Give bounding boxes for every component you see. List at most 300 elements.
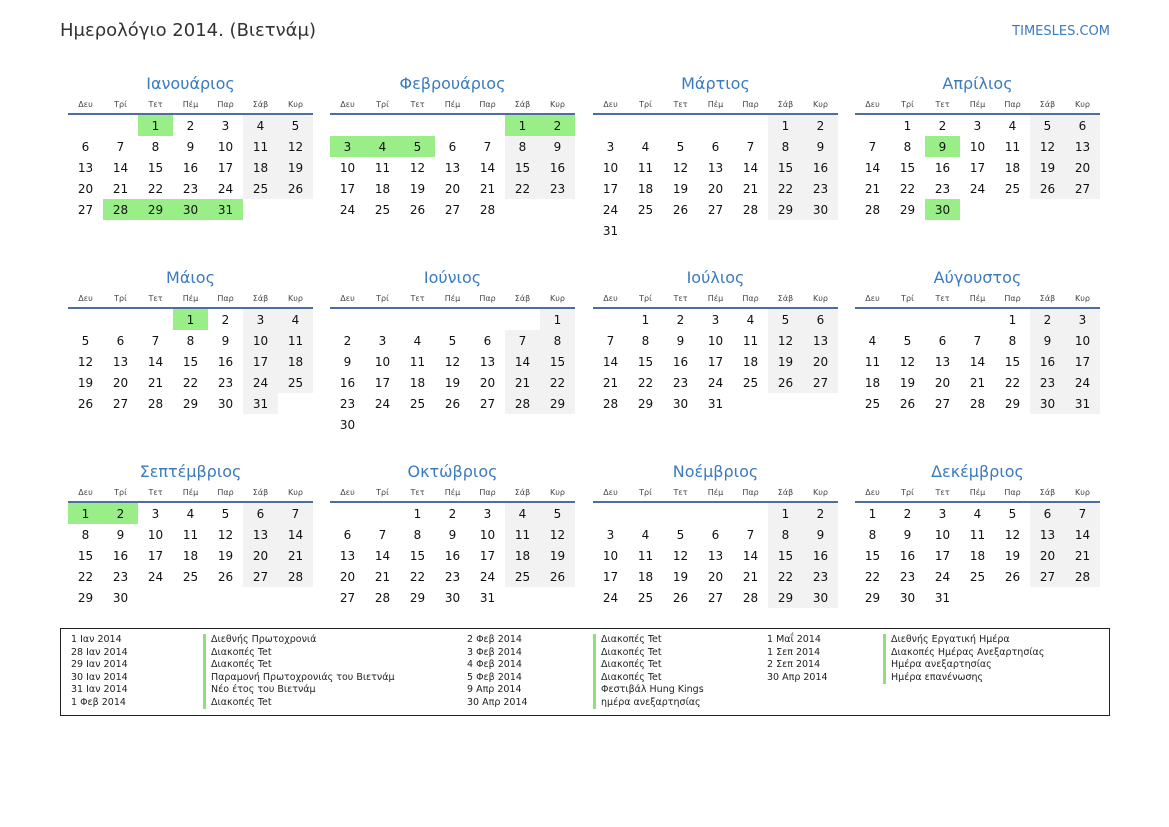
day-cell: 4 [413, 333, 422, 348]
empty-cell [768, 220, 803, 241]
day-cell: 13 [444, 160, 461, 175]
holiday-date: 30 Απρ 2014 [467, 696, 528, 708]
day-cell: 25 [374, 202, 391, 217]
day-cell: 14 [479, 160, 496, 175]
day-cell: 23 [672, 375, 689, 390]
day-cell: 25 [278, 372, 313, 393]
holiday-date: 31 Ιαν 2014 [71, 684, 128, 695]
holiday-name: Διακοπές Tet [203, 697, 395, 710]
weekday-header: Σάβ [505, 483, 540, 502]
day-cell: 18 [1004, 160, 1021, 175]
day-cell: 9 [221, 333, 230, 348]
day-cell: 21 [864, 181, 881, 196]
day-cell: 8 [1008, 333, 1017, 348]
day-cell: 7 [116, 139, 125, 154]
day-cell: 26 [444, 396, 461, 411]
day-cell: 3 [711, 312, 720, 327]
day-cell: 5 [400, 136, 435, 157]
month-name: Αύγουστος [933, 268, 1022, 287]
day-cell: 15 [1004, 354, 1021, 369]
day-cell: 11 [1004, 139, 1021, 154]
day-cell: 31 [1065, 393, 1100, 414]
day-cell: 22 [899, 181, 916, 196]
day-cell: 16 [803, 157, 838, 178]
day-cell: 23 [182, 181, 199, 196]
day-cell: 3 [606, 139, 615, 154]
day-cell: 15 [768, 545, 803, 566]
empty-cell [855, 308, 890, 330]
empty-cell [1065, 587, 1100, 608]
day-cell: 15 [505, 157, 540, 178]
day-cell: 5 [448, 333, 457, 348]
day-cell: 30 [444, 590, 461, 605]
day-cell: 4 [1008, 118, 1017, 133]
holiday-name: Παραμονή Πρωτοχρονιάς του Βιετνάμ [203, 672, 395, 685]
weekday-header: Παρ [995, 95, 1030, 114]
day-cell: 28 [103, 199, 138, 220]
day-cell: 18 [637, 181, 654, 196]
day-cell: 27 [77, 202, 94, 217]
day-cell: 16 [934, 160, 951, 175]
day-cell: 15 [77, 548, 94, 563]
day-cell: 6 [938, 333, 947, 348]
empty-cell [138, 308, 173, 330]
day-cell: 21 [374, 569, 391, 584]
weekday-header: Πέμ [173, 95, 208, 114]
day-cell: 31 [707, 396, 724, 411]
day-cell: 14 [374, 548, 391, 563]
month-name: Ιανουάριος [146, 74, 235, 93]
day-cell: 3 [483, 506, 492, 521]
day-cell: 6 [1065, 114, 1100, 136]
day-cell: 28 [278, 566, 313, 587]
weekday-header: Δευ [68, 95, 103, 114]
day-cell: 2 [103, 502, 138, 524]
month-calendar [68, 267, 313, 414]
day-cell: 4 [505, 502, 540, 524]
day-cell: 19 [217, 548, 234, 563]
empty-cell [768, 393, 803, 414]
day-cell: 13 [803, 330, 838, 351]
holiday-name: Νέο έτος του Βιετνάμ [203, 684, 395, 697]
day-cell: 18 [278, 351, 313, 372]
empty-cell [330, 308, 365, 330]
day-cell: 11 [505, 524, 540, 545]
day-cell: 9 [803, 524, 838, 545]
empty-cell [68, 114, 103, 136]
weekday-header: Κυρ [803, 95, 838, 114]
day-cell: 22 [637, 375, 654, 390]
day-cell: 15 [147, 160, 164, 175]
day-cell: 8 [81, 527, 90, 542]
holiday-name: Διακοπές Tet [593, 672, 704, 685]
day-cell: 22 [864, 569, 881, 584]
day-cell: 15 [409, 548, 426, 563]
day-cell: 25 [182, 569, 199, 584]
weekday-header: Πέμ [173, 289, 208, 308]
day-cell: 20 [112, 375, 129, 390]
page-title: Ημερολόγιο 2014. (Βιετνάμ) [60, 20, 316, 41]
weekday-header: Τετ [138, 483, 173, 502]
day-cell: 18 [243, 157, 278, 178]
day-cell: 24 [479, 569, 496, 584]
holiday-name: Διακοπές Tet [203, 659, 395, 672]
weekday-header: Κυρ [278, 483, 313, 502]
empty-cell [330, 114, 365, 136]
weekday-header: Κυρ [278, 95, 313, 114]
day-cell: 20 [707, 181, 724, 196]
day-cell: 10 [147, 527, 164, 542]
month-name: Φεβρουάριος [399, 74, 506, 93]
day-cell: 26 [278, 178, 313, 199]
day-cell: 27 [707, 202, 724, 217]
day-cell: 13 [112, 354, 129, 369]
day-cell: 24 [969, 181, 986, 196]
day-cell: 19 [768, 351, 803, 372]
day-cell: 13 [1030, 524, 1065, 545]
holiday-dates-column [71, 634, 128, 709]
day-cell: 13 [243, 524, 278, 545]
day-cell: 31 [479, 590, 496, 605]
day-cell: 14 [112, 160, 129, 175]
empty-cell [925, 308, 960, 330]
day-cell: 21 [969, 375, 986, 390]
day-cell: 5 [221, 506, 230, 521]
day-cell: 27 [803, 372, 838, 393]
month-calendar [855, 73, 1100, 220]
day-cell: 4 [641, 139, 650, 154]
empty-cell [960, 308, 995, 330]
site-link[interactable]: TIMESLES.COM [1012, 24, 1110, 39]
weekday-header: Σάβ [243, 483, 278, 502]
day-cell: 8 [186, 333, 195, 348]
day-cell: 6 [81, 139, 90, 154]
day-cell: 9 [186, 139, 195, 154]
weekday-header: Τετ [663, 95, 698, 114]
day-cell: 14 [864, 160, 881, 175]
weekday-header: Σάβ [243, 95, 278, 114]
weekday-header: Κυρ [1065, 483, 1100, 502]
day-cell: 29 [768, 587, 803, 608]
day-cell: 1 [1008, 312, 1017, 327]
weekday-header: Σάβ [768, 95, 803, 114]
day-cell: 8 [413, 527, 422, 542]
day-cell: 19 [899, 375, 916, 390]
day-cell: 26 [217, 569, 234, 584]
day-cell: 20 [1065, 157, 1100, 178]
day-cell: 8 [505, 136, 540, 157]
day-cell: 19 [672, 569, 689, 584]
day-cell: 21 [742, 569, 759, 584]
day-cell: 30 [173, 199, 208, 220]
weekday-header: Τετ [400, 289, 435, 308]
day-cell: 18 [182, 548, 199, 563]
day-cell: 14 [742, 548, 759, 563]
day-cell: 20 [934, 375, 951, 390]
day-cell: 25 [637, 590, 654, 605]
empty-cell [628, 502, 663, 524]
month-calendar [330, 73, 575, 220]
empty-cell [960, 199, 995, 220]
empty-cell [890, 308, 925, 330]
day-cell: 9 [343, 354, 352, 369]
holiday-date: 2 Φεβ 2014 [467, 634, 522, 645]
empty-cell [278, 587, 313, 608]
day-cell: 14 [742, 160, 759, 175]
weekday-header: Κυρ [540, 95, 575, 114]
day-cell: 7 [973, 333, 982, 348]
day-cell: 11 [969, 527, 986, 542]
day-cell: 9 [540, 136, 575, 157]
day-cell: 29 [1004, 396, 1021, 411]
weekday-header: Τρί [628, 289, 663, 308]
day-cell: 11 [374, 160, 391, 175]
day-cell: 13 [707, 548, 724, 563]
weekday-header: Τετ [925, 483, 960, 502]
month-calendar [330, 267, 575, 435]
weekday-header: Δευ [855, 483, 890, 502]
weekday-header: Πέμ [698, 289, 733, 308]
day-cell: 1 [138, 114, 173, 136]
empty-cell [365, 114, 400, 136]
day-cell: 8 [768, 136, 803, 157]
day-cell: 19 [540, 545, 575, 566]
day-cell: 12 [768, 330, 803, 351]
day-cell: 20 [77, 181, 94, 196]
weekday-header: Δευ [68, 483, 103, 502]
holiday-date: 2 Σεπ 2014 [767, 659, 821, 670]
weekday-header: Τετ [663, 483, 698, 502]
day-cell: 7 [606, 333, 615, 348]
day-cell: 23 [1030, 372, 1065, 393]
day-cell: 27 [1030, 566, 1065, 587]
day-cell: 21 [147, 375, 164, 390]
day-cell: 5 [278, 114, 313, 136]
day-cell: 12 [1004, 527, 1021, 542]
weekday-header: Τρί [628, 95, 663, 114]
day-cell: 14 [278, 524, 313, 545]
day-cell: 19 [1030, 157, 1065, 178]
day-cell: 10 [602, 548, 619, 563]
day-cell: 2 [540, 114, 575, 136]
month-name: Νοέμβριος [672, 462, 759, 481]
holiday-dates-column [767, 634, 828, 684]
empty-cell [663, 220, 698, 241]
day-cell: 23 [803, 566, 838, 587]
day-cell: 2 [803, 114, 838, 136]
empty-cell [103, 308, 138, 330]
holiday-names-column [203, 634, 395, 709]
holiday-date: 28 Ιαν 2014 [71, 646, 128, 658]
day-cell: 20 [803, 351, 838, 372]
day-cell: 24 [243, 372, 278, 393]
empty-cell [470, 414, 505, 435]
day-cell: 26 [77, 396, 94, 411]
weekday-header: Πέμ [435, 95, 470, 114]
weekday-header: Πέμ [960, 95, 995, 114]
day-cell: 3 [221, 118, 230, 133]
weekday-header: Κυρ [540, 289, 575, 308]
day-cell: 27 [479, 396, 496, 411]
day-cell: 23 [339, 396, 356, 411]
empty-cell [593, 114, 628, 136]
day-cell: 15 [182, 354, 199, 369]
day-cell: 21 [742, 181, 759, 196]
holiday-name: Διεθνής Πρωτοχρονιά [203, 634, 395, 647]
day-cell: 9 [448, 527, 457, 542]
day-cell: 25 [969, 569, 986, 584]
empty-cell [400, 114, 435, 136]
day-cell: 20 [243, 545, 278, 566]
empty-cell [1030, 587, 1065, 608]
day-cell: 31 [208, 199, 243, 220]
day-cell: 23 [803, 178, 838, 199]
day-cell: 13 [479, 354, 496, 369]
empty-cell [505, 199, 540, 220]
day-cell: 26 [672, 202, 689, 217]
empty-cell [470, 308, 505, 330]
day-cell: 29 [540, 393, 575, 414]
month-name: Σεπτέμβριος [139, 462, 242, 481]
empty-cell [68, 308, 103, 330]
day-cell: 1 [768, 114, 803, 136]
month-calendar [68, 461, 313, 608]
day-cell: 12 [444, 354, 461, 369]
day-cell: 8 [540, 330, 575, 351]
day-cell: 27 [339, 590, 356, 605]
day-cell: 17 [479, 548, 496, 563]
day-cell: 17 [707, 354, 724, 369]
day-cell: 18 [969, 548, 986, 563]
day-cell: 2 [448, 506, 457, 521]
weekday-header: Πέμ [960, 483, 995, 502]
empty-cell [365, 502, 400, 524]
weekday-header: Τρί [103, 289, 138, 308]
month-calendar [593, 73, 838, 241]
day-cell: 1 [413, 506, 422, 521]
day-cell: 6 [803, 308, 838, 330]
day-cell: 7 [746, 527, 755, 542]
weekday-header: Τρί [890, 95, 925, 114]
empty-cell [733, 114, 768, 136]
holiday-names-column [883, 634, 1044, 684]
holiday-date: 3 Φεβ 2014 [467, 646, 522, 658]
day-cell: 31 [243, 393, 278, 414]
empty-cell [733, 220, 768, 241]
day-cell: 3 [606, 527, 615, 542]
empty-cell [400, 414, 435, 435]
day-cell: 6 [1030, 502, 1065, 524]
day-cell: 3 [151, 506, 160, 521]
day-cell: 17 [602, 569, 619, 584]
day-cell: 8 [903, 139, 912, 154]
month-calendar [855, 267, 1100, 414]
empty-cell [960, 587, 995, 608]
day-cell: 18 [637, 569, 654, 584]
day-cell: 30 [112, 590, 129, 605]
day-cell: 30 [899, 590, 916, 605]
day-cell: 11 [278, 330, 313, 351]
day-cell: 13 [934, 354, 951, 369]
weekday-header: Τετ [138, 289, 173, 308]
day-cell: 24 [217, 181, 234, 196]
day-cell: 3 [1065, 308, 1100, 330]
holiday-date: 1 Φεβ 2014 [71, 696, 126, 708]
day-cell: 19 [278, 157, 313, 178]
day-cell: 30 [803, 199, 838, 220]
holiday-date: 1 Σεπ 2014 [767, 646, 821, 658]
day-cell: 21 [602, 375, 619, 390]
day-cell: 6 [711, 527, 720, 542]
empty-cell [698, 502, 733, 524]
empty-cell [628, 114, 663, 136]
day-cell: 11 [243, 136, 278, 157]
day-cell: 24 [707, 375, 724, 390]
day-cell: 16 [112, 548, 129, 563]
month-name: Ιούλιος [686, 268, 745, 287]
day-cell: 2 [221, 312, 230, 327]
month-calendar [855, 461, 1100, 608]
weekday-header: Τετ [925, 95, 960, 114]
day-cell: 21 [505, 372, 540, 393]
day-cell: 16 [540, 157, 575, 178]
day-cell: 6 [343, 527, 352, 542]
holiday-name: Διακοπές Ημέρας Ανεξαρτησίας [883, 647, 1044, 660]
month-name: Ιούνιος [423, 268, 482, 287]
day-cell: 1 [868, 506, 877, 521]
day-cell: 10 [602, 160, 619, 175]
day-cell: 7 [746, 139, 755, 154]
day-cell: 22 [409, 569, 426, 584]
day-cell: 23 [899, 569, 916, 584]
weekday-header: Κυρ [803, 289, 838, 308]
day-cell: 12 [278, 136, 313, 157]
day-cell: 4 [186, 506, 195, 521]
day-cell: 16 [803, 545, 838, 566]
weekday-header: Κυρ [1065, 95, 1100, 114]
day-cell: 7 [378, 527, 387, 542]
day-cell: 9 [1030, 330, 1065, 351]
weekday-header: Δευ [330, 483, 365, 502]
day-cell: 8 [641, 333, 650, 348]
holiday-name: Ημέρα επανένωσης [883, 672, 1044, 685]
day-cell: 24 [147, 569, 164, 584]
day-cell: 24 [339, 202, 356, 217]
weekday-header: Κυρ [1065, 289, 1100, 308]
day-cell: 2 [1030, 308, 1065, 330]
weekday-header: Τετ [663, 289, 698, 308]
weekday-header: Δευ [855, 289, 890, 308]
day-cell: 17 [934, 548, 951, 563]
empty-cell [400, 308, 435, 330]
day-cell: 27 [243, 566, 278, 587]
month-name: Δεκέμβριος [931, 462, 1024, 481]
day-cell: 28 [864, 202, 881, 217]
day-cell: 23 [540, 178, 575, 199]
day-cell: 9 [676, 333, 685, 348]
day-cell: 17 [217, 160, 234, 175]
day-cell: 17 [1065, 351, 1100, 372]
day-cell: 31 [934, 590, 951, 605]
empty-cell [138, 587, 173, 608]
day-cell: 24 [374, 396, 391, 411]
empty-cell [173, 587, 208, 608]
holiday-dates-column [467, 634, 528, 709]
day-cell: 25 [742, 375, 759, 390]
day-cell: 1 [540, 308, 575, 330]
day-cell: 24 [602, 202, 619, 217]
day-cell: 17 [339, 181, 356, 196]
